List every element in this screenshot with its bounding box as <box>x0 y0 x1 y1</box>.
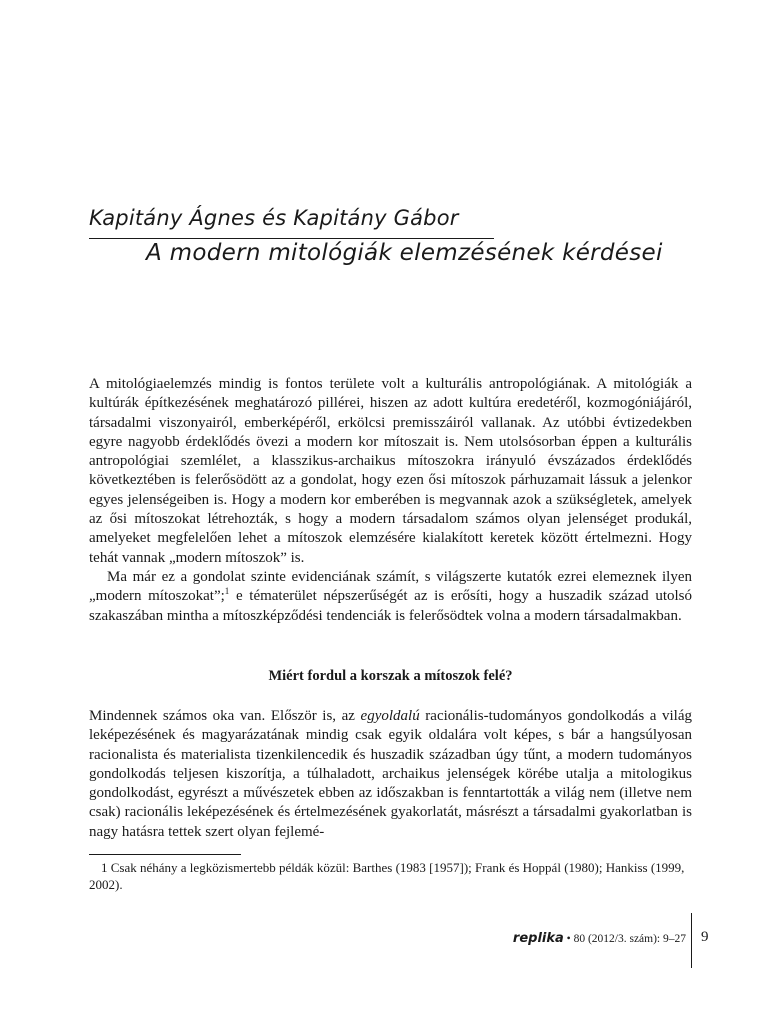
section-paragraph-1 <box>89 707 692 842</box>
article-authors: Kapitány Ágnes és Kapitány Gábor <box>89 206 459 230</box>
footer-divider <box>691 913 692 968</box>
article-title: A modern mitológiák elemzésének kérdései <box>146 240 663 266</box>
journal-citation: 80 (2012/3. szám): 9–27 <box>570 933 686 945</box>
intro-paragraph-2-start: Ma már ez a gondolat szinte evidenciának számít, s világszerte kutatók ezrei elemeznek ilyen „modern mítoszokat”; <box>89 568 692 605</box>
footer-bullet: • <box>566 933 571 945</box>
page-footer <box>400 931 686 946</box>
footnote-1: 1 Csak néhány a legközismertebb példák közül: Barthes (1983 [1957]); Frank és Hoppál (1980); Hankiss (1999, 2002). <box>89 860 685 892</box>
section-paragraph-1-end: racionális-tudományos gondolkodás a világ leképezésének és magyarázatának mindig csak egyik oldalára volt képes, s bár a hangsúlyosan racionalista és materialista tizenkilencedik és huszadik században úgy tűnt, a modern tudományos gondolkodás teljesen kiszorítja, a túlhaladott, archaikus jelenségek körébe utalja a mitologikus gondolkodást, egyrészt a művészetek ebben az időszakban is fenntartották a világ nem (illetve nem csak) racionális leképezésének és értelmezésének gyakorlatát, másrészt a társadalmi gyakorlatban is nagy hatásra tettek szert olyan fejlemé- <box>89 708 692 840</box>
footnote-divider <box>89 854 241 855</box>
journal-name: replika <box>512 931 564 946</box>
footnote-ref-1[interactable]: 1 <box>224 586 230 597</box>
author-underline <box>89 238 494 239</box>
emphasis-term: egyoldalú <box>360 708 420 724</box>
intro-section <box>89 375 692 626</box>
page-number: 9 <box>701 929 709 945</box>
section-paragraph-1-start: Mindennek számos oka van. Először is, az <box>89 708 361 724</box>
intro-paragraph-2-end: e tématerület népszerűségét az is erősíti, hogy a huszadik század utolsó szakaszában mintha a mítoszképződési tendenciák is felerősödtek volna a modern társadalmakban. <box>89 588 692 624</box>
intro-paragraph-1: A mitológiaelemzés mindig is fontos területe volt a kulturális antropológiának. A mitológiák a kultúrák építkezésének meghatározó pillérei, hiszen az adott kultúra eredetéről, kozmogóniájáról, társadalmi viszonyairól, emberképéről, erkölcsi premisszáiról vallanak. Az utóbbi évtizedekben egyre nagyobb érdeklődés övezi a modern kor mítoszait is. Nem utolsósorban éppen a kulturális antropológiai szemlélet, a klasszikus-archaikus mítoszokra irányuló évszázados érdeklődés következtében is felerősödött az a gondolat, hogy ezen ősi mítoszok párhuzamait lássuk a jelenkor egyes jelenségeiben is. Hogy a modern kor emberében is megvannak azok a szükségletek, amelyek az ősi mítoszokat létrehozták, s hogy a modern társadalom számos olyan jelenséget produkál, amelyeket megfelelően lehet a mítoszok elemzésére kialakított keretek között értelmezni. Hogy tehát vannak „modern mítoszok” is. <box>89 376 692 566</box>
section-body <box>89 707 692 842</box>
section-heading: Miért fordul a korszak a mítoszok felé? <box>268 668 513 684</box>
intro-paragraph-2 <box>89 568 692 626</box>
